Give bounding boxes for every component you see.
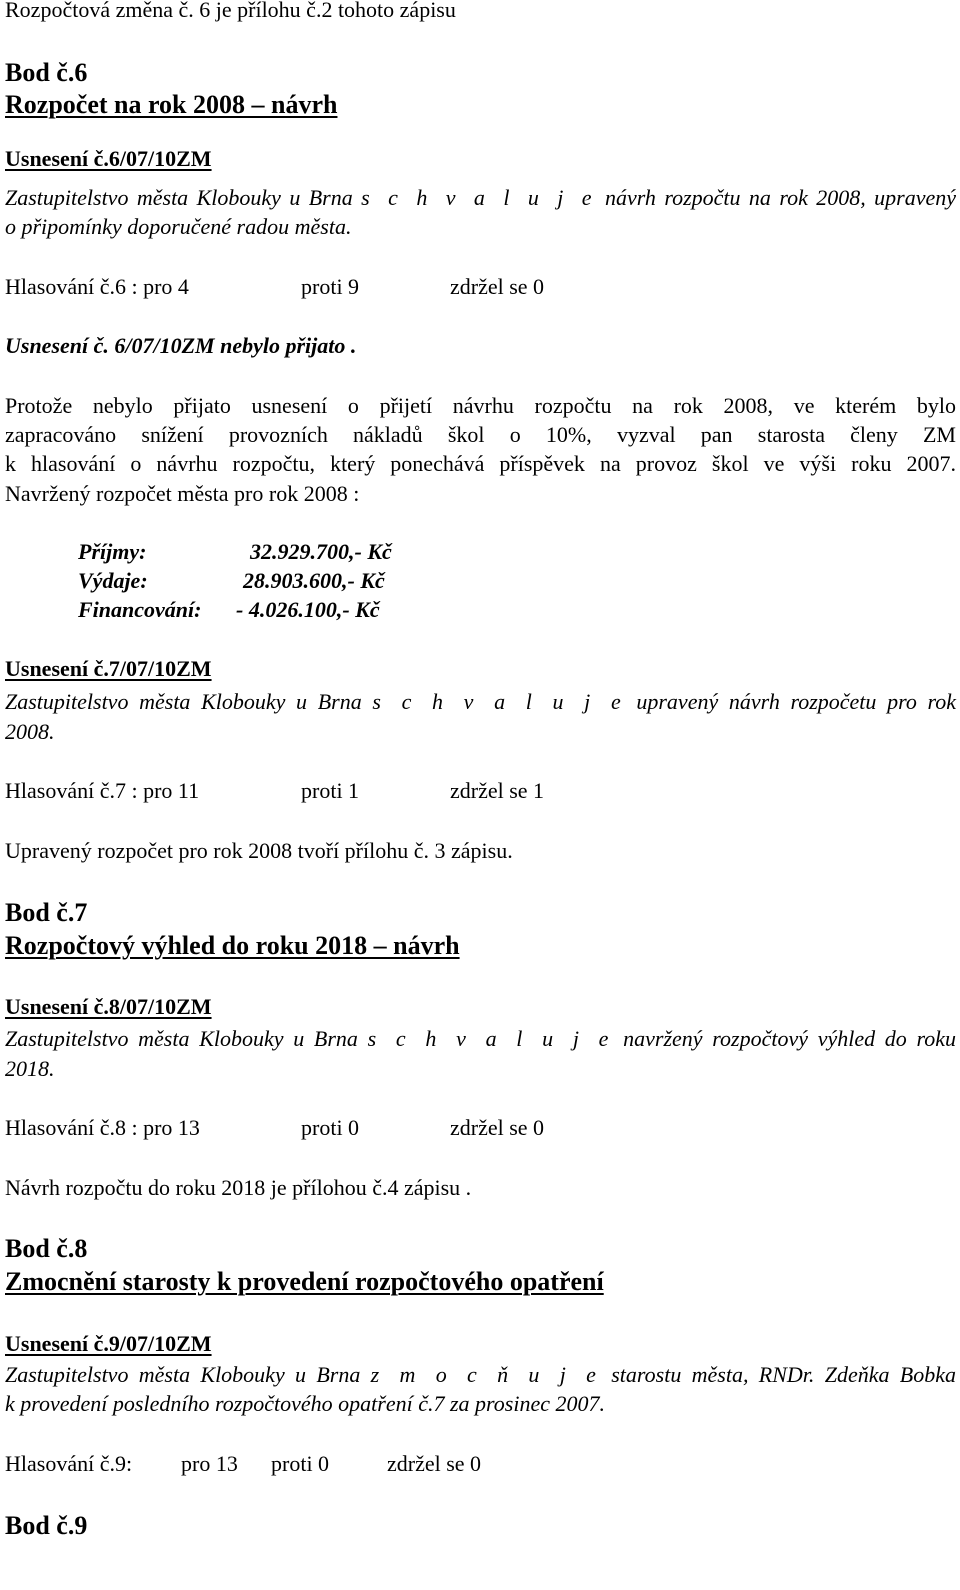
budget-value: 28.903.600,- Kč	[243, 568, 385, 593]
resolution-text-8-line2: 2018.	[5, 1056, 55, 1081]
section-title-bod-7: Rozpočtový výhled do roku 2018 – návrh	[5, 931, 460, 960]
vote-9: Hlasování č.9: pro 13 proti 0 zdržel se 0	[5, 1451, 482, 1476]
budget-row-financing	[78, 597, 478, 625]
budget-label: Výdaje:	[78, 568, 148, 593]
resolution-text-8: Zastupitelstvo města Klobouky u Brna s c h v a l u j e navržený rozpočtový výhled do roku	[5, 1026, 957, 1051]
vote-8: Hlasování č.8 : pro 13 proti 0 zdržel se 0	[5, 1115, 545, 1140]
section-heading-bod-6: Bod č.6	[5, 58, 88, 87]
resolution-text-9-line2: k provedení posledního rozpočtového opatření č.7 za prosinec 2007.	[5, 1391, 606, 1416]
note-budget-attachment: Upravený rozpočet pro rok 2008 tvoří přílohu č. 3 zápisu.	[5, 838, 513, 863]
paragraph-line-1: Protože nebylo přijato usnesení o přijetí návrhu rozpočtu na rok 2008, ve kterém bylo	[5, 393, 956, 418]
note-outlook-attachment: Návrh rozpočtu do roku 2018 je přílohou č.4 zápisu .	[5, 1175, 472, 1200]
budget-row-income	[78, 539, 478, 567]
paragraph-line-2: zapracováno snížení provozních nákladů škol o 10%, vyzval pan starosta členy ZM	[5, 422, 956, 447]
paragraph-line-4: Navržený rozpočet města pro rok 2008 :	[5, 481, 360, 506]
section-title-bod-6: Rozpočet na rok 2008 – návrh	[5, 90, 338, 119]
section-heading-bod-8: Bod č.8	[5, 1234, 88, 1263]
resolution-text-6-line2: o připomínky doporučené radou města.	[5, 214, 352, 239]
section-title-bod-8: Zmocnění starosty k provedení rozpočtového opatření	[5, 1267, 604, 1296]
paragraph-line-3: k hlasování o návrhu rozpočtu, který ponechává příspěvek na provoz škol ve výši roku 2007.	[5, 451, 956, 476]
top-line: Rozpočtová změna č. 6 je přílohu č.2 tohoto zápisu	[5, 0, 456, 22]
resolution-text-7-line2: 2008.	[5, 719, 55, 744]
resolution-text-6: Zastupitelstvo města Klobouky u Brna s c h v a l u j e návrh rozpočtu na rok 2008, upravený	[5, 185, 957, 210]
budget-label: Příjmy:	[78, 539, 147, 564]
resolution-label-7: Usnesení č.7/07/10ZM	[5, 656, 212, 681]
resolution-text-7: Zastupitelstvo města Klobouky u Brna s c h v a l u j e upravený návrh rozpočetu pro rok	[5, 689, 956, 714]
budget-value: 32.929.700,- Kč	[250, 539, 392, 564]
budget-table	[78, 539, 478, 629]
resolution-label-8: Usnesení č.8/07/10ZM	[5, 994, 212, 1019]
section-heading-bod-9: Bod č.9	[5, 1511, 88, 1540]
budget-row-expenses	[78, 568, 478, 596]
resolution-label-6: Usnesení č.6/07/10ZM	[5, 146, 212, 171]
resolution-label-9: Usnesení č.9/07/10ZM	[5, 1331, 212, 1356]
section-heading-bod-7: Bod č.7	[5, 898, 88, 927]
budget-label: Financování:	[78, 597, 202, 622]
budget-value: - 4.026.100,- Kč	[236, 597, 380, 622]
vote-6: Hlasování č.6 : pro 4 proti 9 zdržel se 0	[5, 274, 545, 299]
vote-7: Hlasování č.7 : pro 11 proti 1 zdržel se 1	[5, 778, 545, 803]
resolution-rejected-6: Usnesení č. 6/07/10ZM nebylo přijato .	[5, 333, 357, 358]
resolution-text-9: Zastupitelstvo města Klobouky u Brna z m o c ň u j e starostu města, RNDr. Zdeňka Bobka	[5, 1362, 957, 1387]
